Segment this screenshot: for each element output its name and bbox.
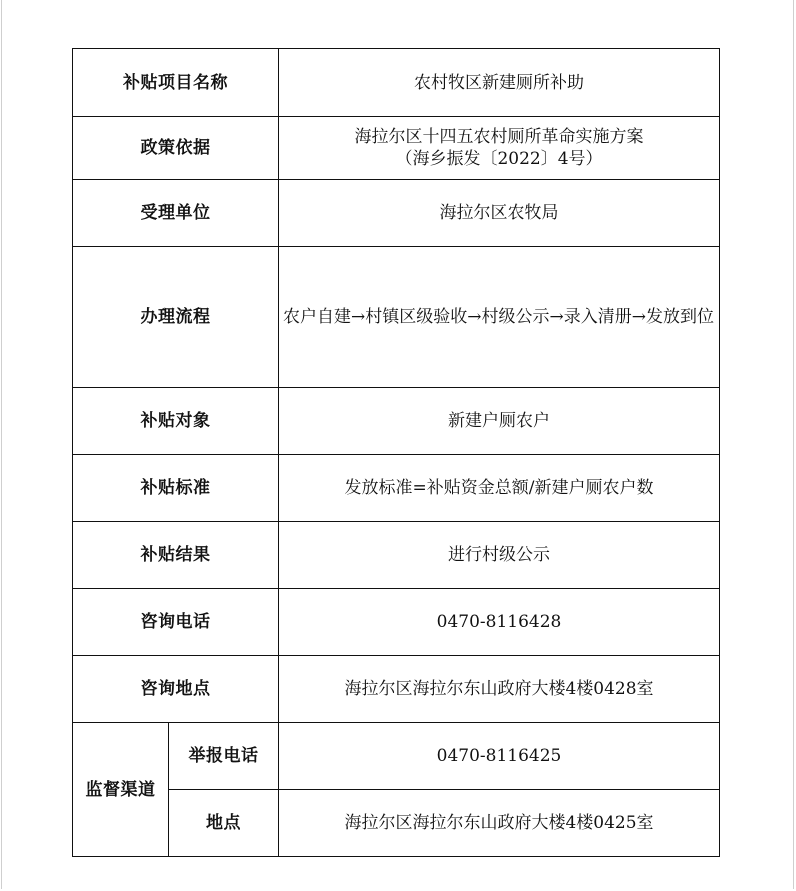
label-handling-unit: 受理单位 bbox=[73, 180, 279, 247]
row-handling-unit bbox=[73, 180, 720, 247]
subsidy-info-table bbox=[72, 48, 720, 857]
value-target: 新建户厕农户 bbox=[279, 388, 720, 455]
row-target bbox=[73, 388, 720, 455]
row-policy-basis bbox=[73, 117, 720, 180]
row-process bbox=[73, 247, 720, 388]
row-report-phone bbox=[73, 723, 720, 790]
value-project-name: 农村牧区新建厕所补助 bbox=[279, 49, 720, 117]
value-handling-unit: 海拉尔区农牧局 bbox=[279, 180, 720, 247]
label-location: 地点 bbox=[169, 790, 279, 857]
label-policy-basis: 政策依据 bbox=[73, 117, 279, 180]
label-report-phone: 举报电话 bbox=[169, 723, 279, 790]
label-consult-phone: 咨询电话 bbox=[73, 589, 279, 656]
value-process: 农户自建→村镇区级验收→村级公示→录入清册→发放到位 bbox=[279, 247, 720, 388]
policy-basis-line-2: （海乡振发〔2022〕4号） bbox=[395, 149, 603, 169]
value-policy-basis bbox=[279, 117, 720, 180]
label-target: 补贴对象 bbox=[73, 388, 279, 455]
label-process: 办理流程 bbox=[73, 247, 279, 388]
value-standard: 发放标准=补贴资金总额/新建户厕农户数 bbox=[279, 455, 720, 522]
row-result bbox=[73, 522, 720, 589]
label-supervision: 监督渠道 bbox=[73, 723, 169, 857]
value-result: 进行村级公示 bbox=[279, 522, 720, 589]
label-result: 补贴结果 bbox=[73, 522, 279, 589]
row-location bbox=[73, 790, 720, 857]
value-consult-phone: 0470-8116428 bbox=[279, 589, 720, 656]
policy-basis-line-1: 海拉尔区十四五农村厕所革命实施方案 bbox=[354, 127, 644, 147]
row-standard bbox=[73, 455, 720, 522]
value-location: 海拉尔区海拉尔东山政府大楼4楼0425室 bbox=[279, 790, 720, 857]
row-project-name bbox=[73, 49, 720, 117]
label-project-name: 补贴项目名称 bbox=[73, 49, 279, 117]
row-consult-phone bbox=[73, 589, 720, 656]
row-consult-address bbox=[73, 656, 720, 723]
value-consult-address: 海拉尔区海拉尔东山政府大楼4楼0428室 bbox=[279, 656, 720, 723]
value-report-phone: 0470-8116425 bbox=[279, 723, 720, 790]
label-consult-address: 咨询地点 bbox=[73, 656, 279, 723]
label-standard: 补贴标准 bbox=[73, 455, 279, 522]
